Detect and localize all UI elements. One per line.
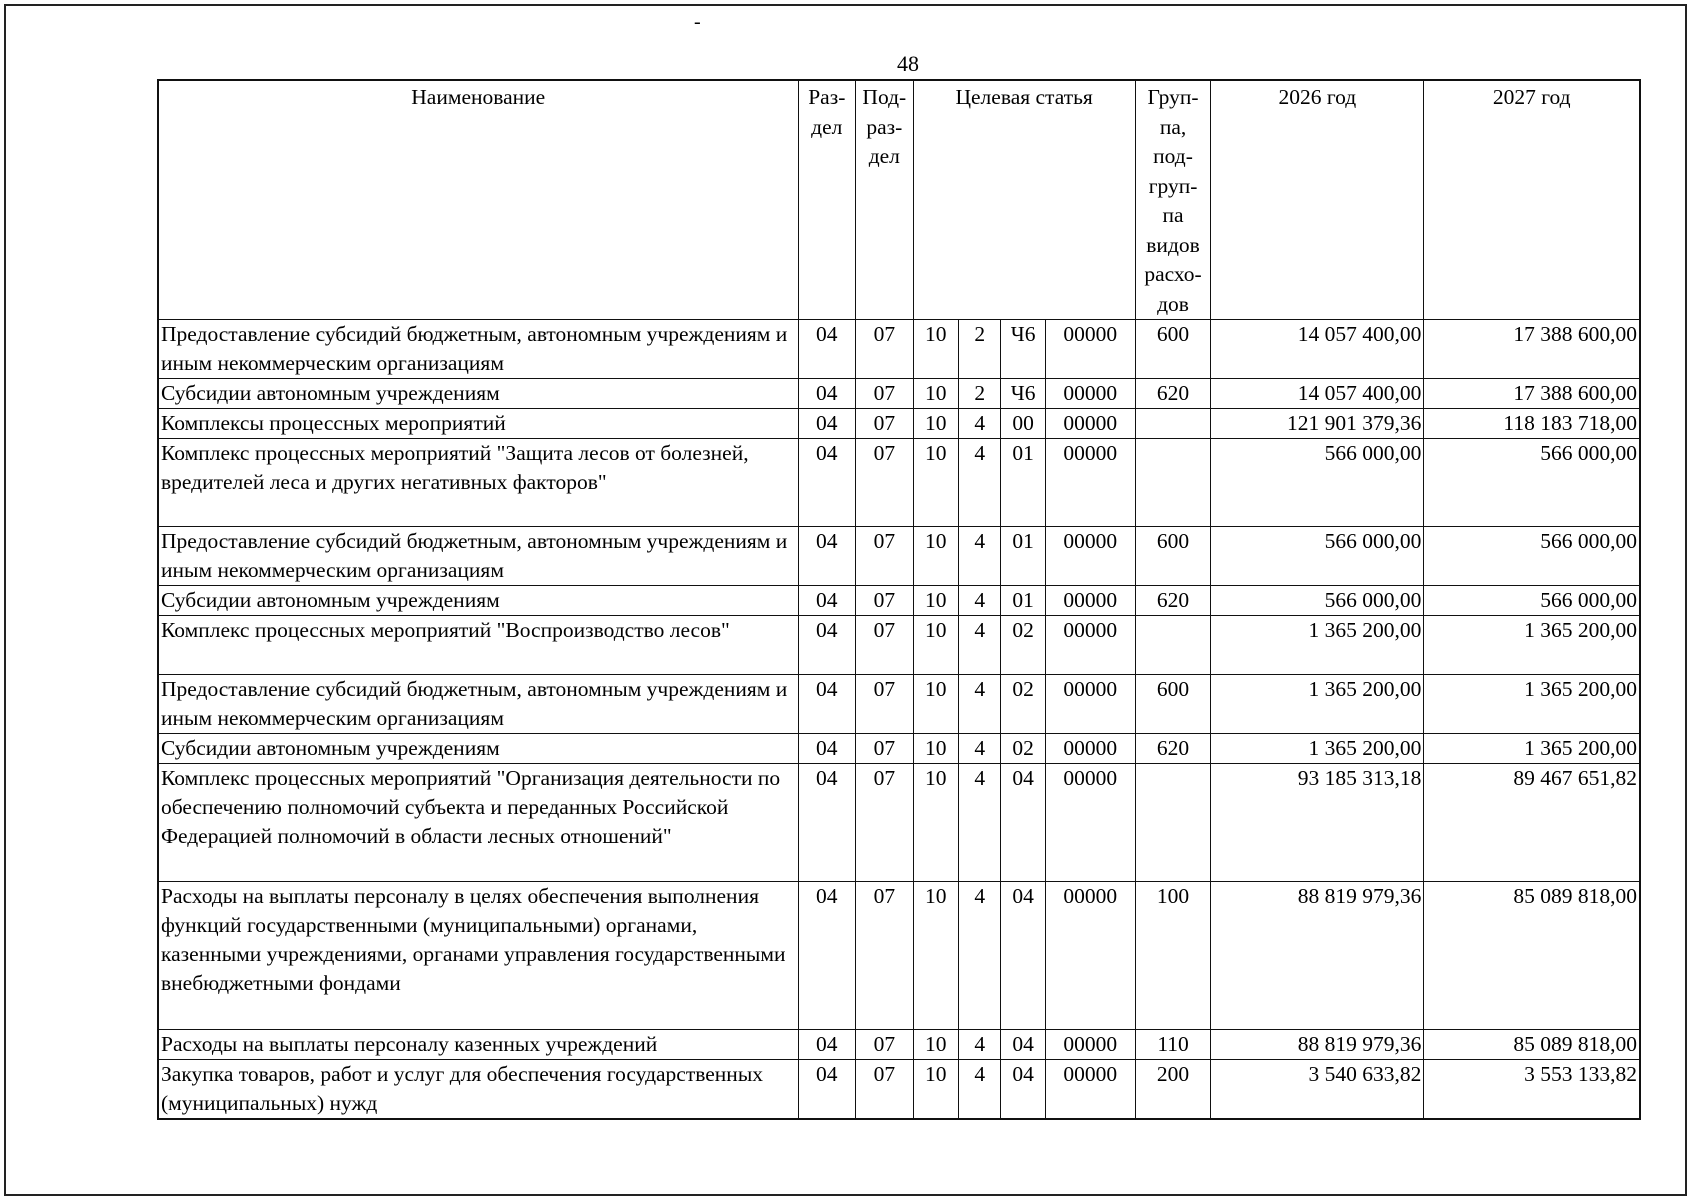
cell-expense-group (1135, 409, 1211, 439)
cell-amount-2027: 1 365 200,00 (1424, 675, 1640, 734)
cell-target-subprogram: 01 (1001, 439, 1045, 527)
cell-podrazdel: 07 (856, 379, 914, 409)
cell-target-type: 4 (959, 586, 1001, 616)
cell-amount-2026: 1 365 200,00 (1211, 734, 1424, 764)
cell-expense-group: 200 (1135, 1060, 1211, 1120)
cell-razdel: 04 (798, 527, 856, 586)
header-group: Груп- па, под- груп- па видов расхо- дов (1135, 80, 1211, 320)
cell-target-type: 4 (959, 764, 1001, 882)
cell-razdel: 04 (798, 616, 856, 675)
cell-target-program: 10 (913, 764, 958, 882)
cell-razdel: 04 (798, 675, 856, 734)
cell-amount-2027: 1 365 200,00 (1424, 734, 1640, 764)
table-row (158, 764, 1640, 882)
cell-target-type: 4 (959, 439, 1001, 527)
cell-target-program: 10 (913, 1030, 958, 1060)
cell-expense-group: 620 (1135, 586, 1211, 616)
cell-target-direction: 00000 (1045, 586, 1135, 616)
cell-podrazdel: 07 (856, 734, 914, 764)
cell-amount-2027: 17 388 600,00 (1424, 379, 1640, 409)
cell-target-type: 4 (959, 882, 1001, 1030)
cell-name: Расходы на выплаты персоналу в целях обеспечения выполнения функций государственными (муниципальными) органами, казенными учреждениями, органами управления государственными внебюджетными фондами (158, 882, 798, 1030)
cell-target-type: 2 (959, 320, 1001, 379)
cell-target-type: 4 (959, 527, 1001, 586)
cell-razdel: 04 (798, 1060, 856, 1120)
table-row (158, 882, 1640, 1030)
header-podrazdel: Под- раз- дел (856, 80, 914, 320)
cell-amount-2026: 93 185 313,18 (1211, 764, 1424, 882)
cell-name: Предоставление субсидий бюджетным, автономным учреждениям и иным некоммерческим организациям (158, 320, 798, 379)
cell-amount-2027: 566 000,00 (1424, 439, 1640, 527)
cell-amount-2027: 85 089 818,00 (1424, 882, 1640, 1030)
table-row (158, 527, 1640, 586)
cell-razdel: 04 (798, 764, 856, 882)
cell-amount-2026: 566 000,00 (1211, 439, 1424, 527)
cell-target-subprogram: 04 (1001, 1060, 1045, 1120)
cell-target-subprogram: 02 (1001, 734, 1045, 764)
cell-amount-2026: 566 000,00 (1211, 586, 1424, 616)
cell-target-type: 4 (959, 616, 1001, 675)
table-row (158, 1030, 1640, 1060)
cell-amount-2026: 14 057 400,00 (1211, 379, 1424, 409)
cell-name: Закупка товаров, работ и услуг для обеспечения государственных (муниципальных) нужд (158, 1060, 798, 1120)
cell-target-program: 10 (913, 616, 958, 675)
cell-target-subprogram: 04 (1001, 1030, 1045, 1060)
cell-target-direction: 00000 (1045, 527, 1135, 586)
budget-table (157, 79, 1641, 1120)
cell-target-program: 10 (913, 675, 958, 734)
cell-target-program: 10 (913, 320, 958, 379)
cell-target-subprogram: 02 (1001, 616, 1045, 675)
cell-podrazdel: 07 (856, 764, 914, 882)
table-row (158, 675, 1640, 734)
cell-target-program: 10 (913, 527, 958, 586)
cell-name: Комплекс процессных мероприятий "Защита лесов от болезней, вредителей леса и других негативных факторов" (158, 439, 798, 527)
table-row (158, 320, 1640, 379)
cell-razdel: 04 (798, 320, 856, 379)
cell-target-program: 10 (913, 439, 958, 527)
cell-expense-group: 620 (1135, 379, 1211, 409)
cell-amount-2027: 89 467 651,82 (1424, 764, 1640, 882)
cell-target-subprogram: 00 (1001, 409, 1045, 439)
cell-name: Субсидии автономным учреждениям (158, 734, 798, 764)
header-name: Наименование (158, 80, 798, 320)
cell-target-direction: 00000 (1045, 1060, 1135, 1120)
cell-expense-group: 110 (1135, 1030, 1211, 1060)
header-2027: 2027 год (1424, 80, 1640, 320)
cell-podrazdel: 07 (856, 527, 914, 586)
cell-amount-2027: 566 000,00 (1424, 527, 1640, 586)
cell-amount-2026: 566 000,00 (1211, 527, 1424, 586)
cell-amount-2026: 3 540 633,82 (1211, 1060, 1424, 1120)
cell-target-direction: 00000 (1045, 616, 1135, 675)
cell-name: Субсидии автономным учреждениям (158, 586, 798, 616)
cell-target-direction: 00000 (1045, 320, 1135, 379)
cell-name: Субсидии автономным учреждениям (158, 379, 798, 409)
table-row (158, 439, 1640, 527)
cell-podrazdel: 07 (856, 882, 914, 1030)
cell-target-type: 2 (959, 379, 1001, 409)
cell-amount-2026: 14 057 400,00 (1211, 320, 1424, 379)
cell-target-subprogram: 04 (1001, 764, 1045, 882)
cell-expense-group (1135, 439, 1211, 527)
header-target: Целевая статья (913, 80, 1135, 320)
cell-target-type: 4 (959, 1030, 1001, 1060)
cell-name: Предоставление субсидий бюджетным, автономным учреждениям и иным некоммерческим организациям (158, 675, 798, 734)
table-row (158, 586, 1640, 616)
cell-name: Предоставление субсидий бюджетным, автономным учреждениям и иным некоммерческим организациям (158, 527, 798, 586)
cell-amount-2027: 566 000,00 (1424, 586, 1640, 616)
cell-target-subprogram: 04 (1001, 882, 1045, 1030)
cell-podrazdel: 07 (856, 409, 914, 439)
cell-target-subprogram: Ч6 (1001, 379, 1045, 409)
cell-razdel: 04 (798, 586, 856, 616)
cell-expense-group: 100 (1135, 882, 1211, 1030)
cell-name: Комплекс процессных мероприятий "Организация деятельности по обеспечению полномочий субъекта и переданных Российской Федерацией полномочий в области лесных отношений" (158, 764, 798, 882)
cell-expense-group: 620 (1135, 734, 1211, 764)
table-body (158, 320, 1640, 1120)
cell-razdel: 04 (798, 1030, 856, 1060)
cell-name: Комплексы процессных мероприятий (158, 409, 798, 439)
cell-target-subprogram: Ч6 (1001, 320, 1045, 379)
top-mark: - (694, 11, 701, 33)
cell-expense-group: 600 (1135, 320, 1211, 379)
cell-name: Расходы на выплаты персоналу казенных учреждений (158, 1030, 798, 1060)
cell-target-direction: 00000 (1045, 379, 1135, 409)
cell-podrazdel: 07 (856, 439, 914, 527)
header-razdel: Раз- дел (798, 80, 856, 320)
cell-podrazdel: 07 (856, 320, 914, 379)
cell-amount-2026: 121 901 379,36 (1211, 409, 1424, 439)
page-number: 48 (897, 51, 919, 76)
cell-target-direction: 00000 (1045, 409, 1135, 439)
cell-name: Комплекс процессных мероприятий "Воспроизводство лесов" (158, 616, 798, 675)
cell-target-subprogram: 01 (1001, 586, 1045, 616)
cell-amount-2027: 3 553 133,82 (1424, 1060, 1640, 1120)
cell-expense-group: 600 (1135, 527, 1211, 586)
cell-target-program: 10 (913, 586, 958, 616)
header-2026: 2026 год (1211, 80, 1424, 320)
cell-amount-2027: 85 089 818,00 (1424, 1030, 1640, 1060)
cell-podrazdel: 07 (856, 1030, 914, 1060)
cell-razdel: 04 (798, 882, 856, 1030)
cell-target-type: 4 (959, 734, 1001, 764)
cell-razdel: 04 (798, 734, 856, 764)
cell-target-direction: 00000 (1045, 882, 1135, 1030)
cell-expense-group (1135, 764, 1211, 882)
cell-podrazdel: 07 (856, 675, 914, 734)
cell-target-type: 4 (959, 675, 1001, 734)
cell-target-subprogram: 02 (1001, 675, 1045, 734)
header-row (158, 80, 1640, 320)
table-row (158, 734, 1640, 764)
cell-amount-2026: 1 365 200,00 (1211, 675, 1424, 734)
cell-target-program: 10 (913, 379, 958, 409)
cell-target-type: 4 (959, 409, 1001, 439)
cell-amount-2026: 1 365 200,00 (1211, 616, 1424, 675)
cell-target-direction: 00000 (1045, 1030, 1135, 1060)
cell-expense-group: 600 (1135, 675, 1211, 734)
cell-amount-2027: 1 365 200,00 (1424, 616, 1640, 675)
cell-target-subprogram: 01 (1001, 527, 1045, 586)
table-row (158, 409, 1640, 439)
cell-target-program: 10 (913, 409, 958, 439)
table-row (158, 1060, 1640, 1120)
cell-amount-2027: 17 388 600,00 (1424, 320, 1640, 379)
cell-podrazdel: 07 (856, 616, 914, 675)
cell-target-direction: 00000 (1045, 764, 1135, 882)
cell-podrazdel: 07 (856, 586, 914, 616)
cell-target-direction: 00000 (1045, 675, 1135, 734)
table-row (158, 616, 1640, 675)
cell-target-program: 10 (913, 882, 958, 1030)
cell-target-program: 10 (913, 734, 958, 764)
cell-target-direction: 00000 (1045, 734, 1135, 764)
cell-razdel: 04 (798, 409, 856, 439)
cell-expense-group (1135, 616, 1211, 675)
cell-target-direction: 00000 (1045, 439, 1135, 527)
cell-target-program: 10 (913, 1060, 958, 1120)
cell-razdel: 04 (798, 379, 856, 409)
cell-amount-2027: 118 183 718,00 (1424, 409, 1640, 439)
cell-razdel: 04 (798, 439, 856, 527)
table-row (158, 379, 1640, 409)
cell-amount-2026: 88 819 979,36 (1211, 1030, 1424, 1060)
cell-target-type: 4 (959, 1060, 1001, 1120)
cell-podrazdel: 07 (856, 1060, 914, 1120)
cell-amount-2026: 88 819 979,36 (1211, 882, 1424, 1030)
